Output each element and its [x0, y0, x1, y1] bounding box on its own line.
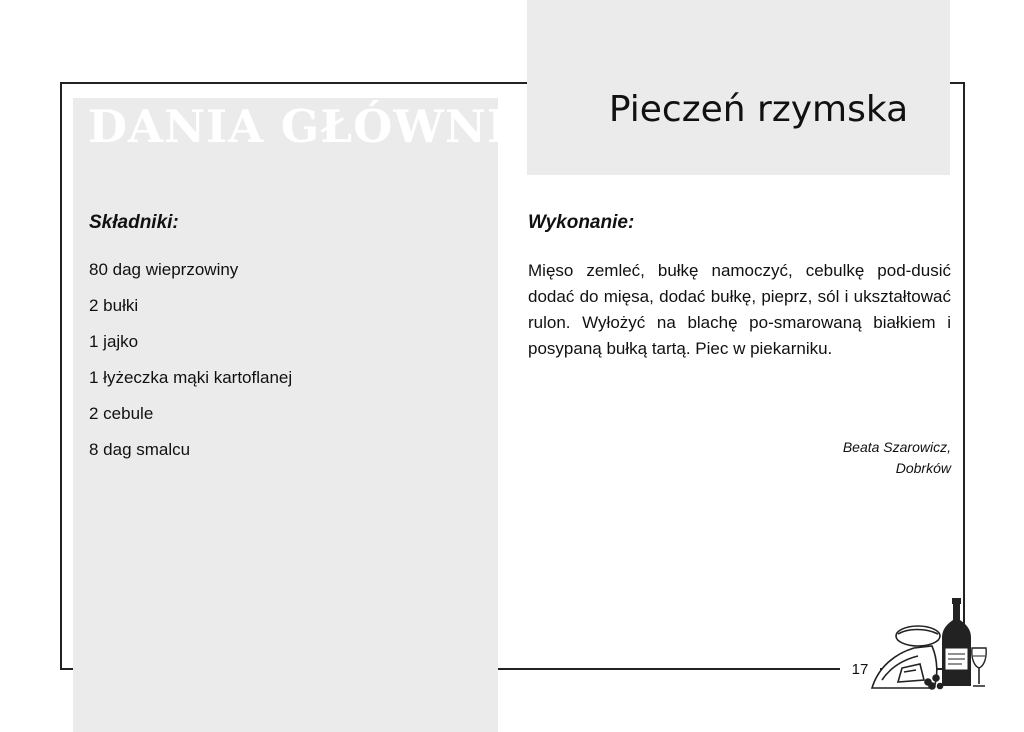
ingredients-heading: Składniki: — [89, 212, 179, 233]
author-name: Beata Szarowicz, — [842, 439, 951, 455]
ingredient-item: 2 cebule — [89, 404, 154, 423]
method-text: Mięso zemleć, bułkę namoczyć, cebulkę pod-dusić dodać do mięsa, dodać bułkę, pieprz, sól i ukształtować rulon. Wyłożyć na blachę po-smarowaną białkiem i posypaną bułką tartą. Piec w piekarniku. — [528, 261, 951, 358]
ingredient-item: 2 bułki — [89, 296, 139, 315]
wine-bottle-cheese-icon — [868, 598, 990, 694]
author-credit — [700, 437, 951, 479]
ingredient-item: 1 jajko — [89, 332, 139, 351]
method-heading: Wykonanie: — [528, 212, 635, 233]
ingredient-item: 8 dag smalcu — [89, 440, 191, 459]
ingredient-item: 80 dag wieprzowiny — [89, 260, 239, 279]
title-panel — [527, 0, 950, 175]
recipe-title: Pieczeń rzymska — [608, 89, 909, 130]
page-number: 17 — [840, 658, 880, 682]
author-place: Dobrków — [895, 460, 951, 476]
section-title: DANIA GŁÓWNE — [88, 100, 523, 153]
ingredient-item: 1 łyżeczka mąki kartoflanej — [89, 368, 293, 387]
ingredients-list — [89, 260, 292, 476]
